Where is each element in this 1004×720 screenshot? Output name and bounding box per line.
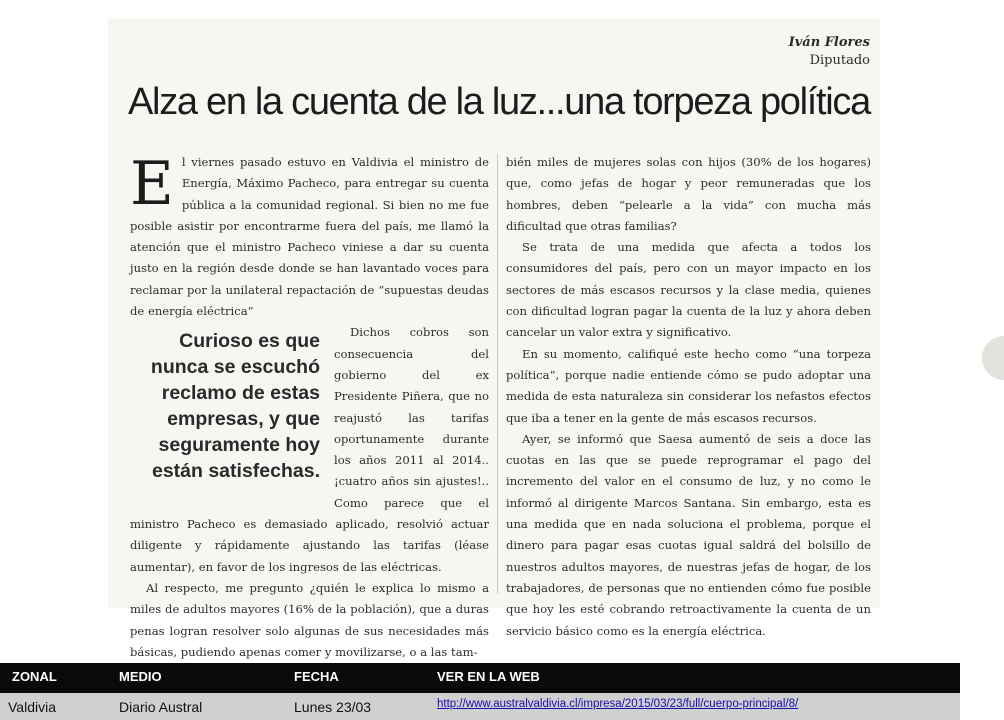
zonal-header: ZONAL	[12, 669, 57, 684]
page-edge-mark	[982, 336, 1004, 380]
author-name: Iván Flores	[788, 35, 870, 50]
body-paragraph: Al respecto, me pregunto ¿quién le explica lo mismo a miles de adultos mayores (16% de la población), que a duras penas logran resolver solo algunas de sus necesidades más básicas, pudiendo apenas comer y movilizarse, o a las tam-	[130, 580, 489, 659]
web-header: VER EN LA WEB	[437, 669, 540, 684]
body-paragraph: En su momento, califiqué este hecho como “una torpeza política”, porque nadie entiende cómo se pudo adoptar una medida de esta naturaleza sin considerar los nefastos efectos que iba a tener en la gente de más escasos recursos.	[506, 346, 871, 425]
footer-header-bar	[0, 663, 960, 693]
author-block	[789, 34, 870, 70]
body-paragraph: bién miles de mujeres solas con hijos (30% de los hogares) que, como jefas de hogar y peor remuneradas que los hombres, deben “pelearle a la vida” con mucha más dificultad que otras familias?	[506, 155, 871, 233]
fecha-header: FECHA	[294, 669, 339, 684]
lead-paragraph: l viernes pasado estuvo en Valdivia el ministro de Energía, Máximo Pacheco, para entregar su cuenta pública a la comunidad regional. Si bien no me fue posible asistir por encontrarme fuera del país, me llamó la atención que el ministro Pacheco viniese a dar su cuenta justo en la región desde donde se han lavantado voces para reclamar por la unilateral repactación de “supuestas deudas de energía eléctrica”	[130, 155, 489, 319]
fecha-value: Lunes 23/03	[294, 699, 372, 715]
drop-cap: E	[130, 149, 174, 219]
body-paragraph: Dichos cobros son consecuencia del gobierno del ex Presidente Piñera, que no reajustó las tarifas oportunamente durante los años 2011 al 2014..¡cuatro años sin ajustes!.. Como parece que el ministro Pacheco es demasiado aplicado, resolvió actuar diligente y rápidamente ajustando las tarifas (léase aumentar), en favor de los ingresos de las eléctricas.	[130, 325, 489, 574]
author-role: Diputado	[809, 53, 870, 68]
zonal-value: Valdivia	[8, 699, 56, 715]
newspaper-clipping	[108, 18, 880, 659]
body-paragraph: Ayer, se informó que Saesa aumentó de seis a doce las cuotas en las que se puede reprogramar el pago del incremento del valor en el consumo de luz, y no como le informó al dirigente Marcos Santana. Sin embargo, esta es una medida que en nada soluciona el problema, porque el dinero para pagar esas cuotas igual saldrá del bolsillo de nuestros adultos mayores, de nuestras jefas de hogar, de los trabajadores, de personas que no entienden cómo fue posible que hoy les esté cobrando retroactivamente la cuenta de un servicio básico como es la energía eléctrica.	[506, 431, 871, 638]
footer-values-row	[0, 693, 960, 720]
right-column	[506, 152, 871, 642]
article-web-link[interactable]: http://www.australvaldivia.cl/impresa/2015/03/23/full/cuerpo-principal/8/	[437, 698, 799, 710]
pull-quote: Curioso es que nunca se escuchó reclamo de estas empresas, y que seguramente hoy están satisfechas.	[150, 330, 320, 483]
body-paragraph: Se trata de una medida que afecta a todos los consumidores del país, pero con un mayor impacto en los sectores de más escasos recursos y la clase media, quienes con dificultad logran pagar la cuenta de la luz y ahora deben cancelar un valor extra y significativo.	[506, 240, 871, 340]
medio-header: MEDIO	[119, 669, 162, 684]
article-headline: Alza en la cuenta de la luz...una torpeza política	[128, 81, 870, 123]
column-divider	[497, 154, 498, 594]
left-column	[130, 149, 489, 663]
medio-value: Diario Austral	[119, 699, 203, 715]
